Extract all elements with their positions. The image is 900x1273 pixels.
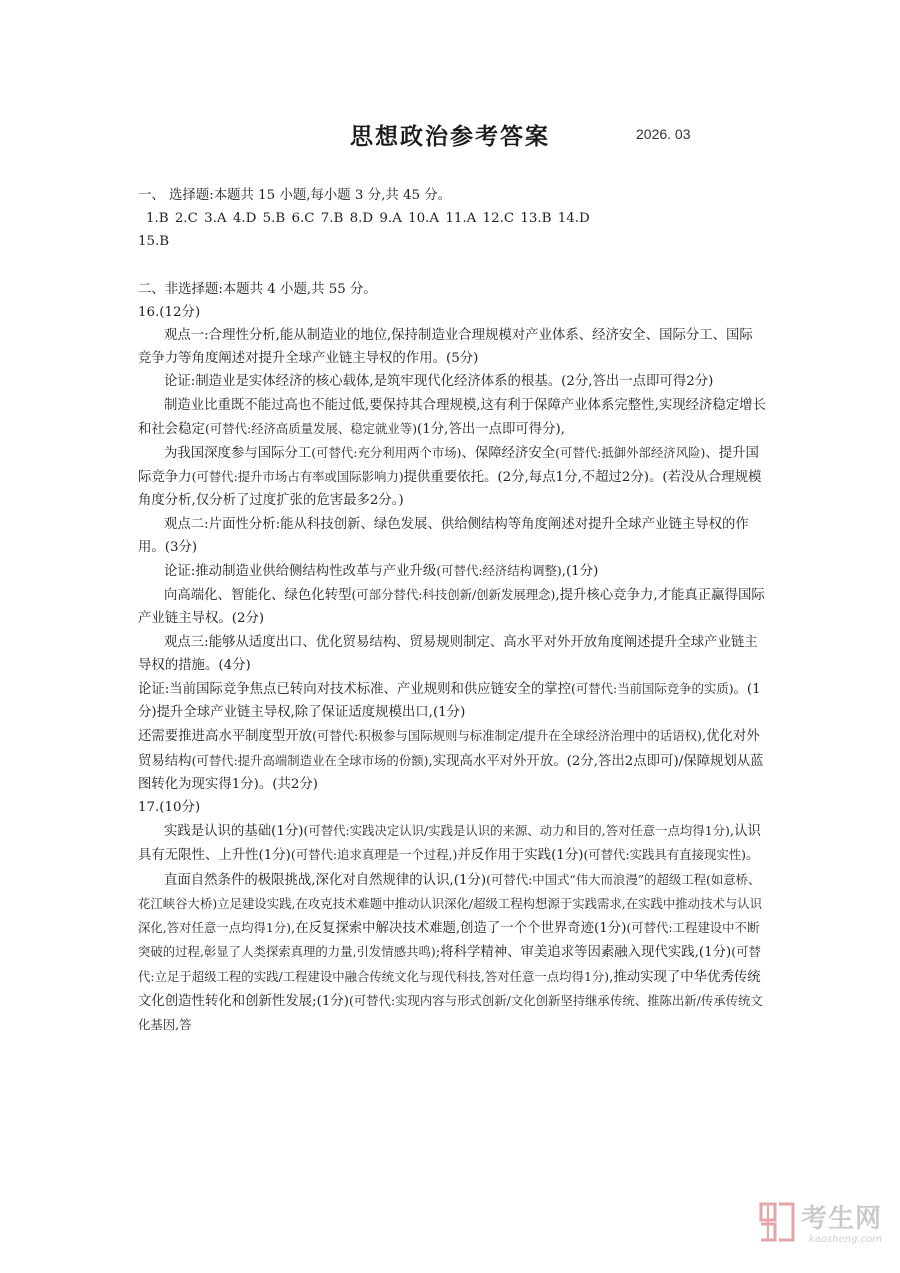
alternative-note: (可替代:当前国际竞争的实质) [571, 681, 734, 697]
alternative-note: (可替代:实现内容与形式创新/文化创新坚持继承传统、推陈出新/传承传统文化基因,答 [138, 992, 763, 1032]
choice-answers-line2: 15.B [138, 234, 170, 250]
q16-viewpoint-2: 观点二:片面性分析:能从科技创新、绿色发展、供给侧结构等角度阐述对提升全球产业链主导权的作用。(3分) [138, 516, 749, 555]
text-segment: 实践是认识的基础(1分) [164, 824, 304, 840]
alternative-note: (可替代:经济结构调整) [436, 563, 562, 579]
section2-heading: 二、非选择题:本题共 4 小题,共 55 分。 [138, 281, 377, 297]
watermark-text: 考生网 [801, 1204, 883, 1234]
text-segment: 直面自然条件的极限挑战,深化对自然规律的认识,(1分) [164, 872, 487, 888]
text-segment: 制造业比重既不能过高也不能过低,要保持其合理规模,这有利于保障产业体系完整性,实现经济稳定增长和社会稳定 [138, 397, 766, 437]
text-segment: ,实现高水平对外开放。(2分,答出2点即可)/保障规划从蓝图转化为现实得1分)。(共2分) [138, 753, 764, 792]
page-title: 思想政治参考答案 [350, 123, 550, 150]
text-segment: ,提升核心竞争力,才能真正赢得国际产业链主导权。(2分) [138, 588, 765, 627]
alternative-note: (可替代:提升市场占有率或国际影响力) [191, 469, 404, 485]
choice-answers-line1: 1.B 2.C 3.A 4.D 5.B 6.C 7.B 8.D 9.A 10.A 11.A 12.C 13.B 14.D [146, 211, 590, 227]
site-watermark [757, 1196, 885, 1256]
alternative-note: (可替代:立足于超级工程的实践/工程建设中融合传统文化与现代科技,答对任意一点均得1分) [138, 944, 761, 984]
answer-content [138, 184, 766, 1037]
exam-date: 2026. 03 [636, 126, 691, 142]
q16-paragraph-4 [138, 441, 766, 513]
alternative-note: (可替代:工程建设中不断突破的过程,彰显了人类探索真理的力量,引发情感共鸣) [138, 920, 760, 960]
question-16-label: 16.(12分) [138, 304, 201, 320]
section1-heading: 一、 选择题:本题共 15 小题,每小题 3 分,共 45 分。 [138, 188, 452, 203]
watermark-url: kaosheng.com [809, 1234, 882, 1245]
q17-paragraph-2 [138, 868, 766, 1037]
q16-paragraph-10 [138, 724, 766, 796]
text-segment: ;将科学精神、审美追求等因素融入现代实践,(1分) [435, 945, 732, 961]
alternative-note: (可替代:实践具有直接现实性) [583, 847, 746, 863]
text-segment: 为我国深度参与国际分工 [164, 446, 312, 462]
q16-paragraph-3 [138, 394, 766, 441]
text-segment: 、提升国际竞争力 [138, 446, 759, 486]
text-segment: ,优化对外贸易结构 [138, 729, 760, 769]
alternative-note: (可替代:经济高质量发展、稳定就业等) [204, 420, 418, 436]
text-segment: 还需要推进高水平制度型开放 [138, 729, 313, 745]
text-segment: (1分,答出一点即可得分), [417, 421, 566, 437]
text-segment: 论证:推动制造业供给侧结构性改革与产业升级 [164, 564, 437, 580]
alternative-note: (可替代:积极参与国际规则与标准制定/提升在全球经济治理中的话语权) [312, 728, 702, 744]
text-segment: ,在反复探索中解决技术难题,创造了一个个世界奇迹(1分) [290, 921, 627, 937]
text-segment: 提供重要依托。(2分,每点1分,不超过2分)。(若没从合理规模角度分析,仅分析了过度扩张的危害最多2分。) [138, 470, 762, 509]
q16-viewpoint-3: 观点三:能够从适度出口、优化贸易结构、贸易规则制定、高水平对外开放角度阐述提升全球产业链主导权的措施。(4分) [138, 634, 758, 673]
text-segment: 。(1分)提升全球产业链主导权,除了保证适度规模出口,(1分) [138, 682, 761, 721]
text-segment: 。 [745, 848, 760, 864]
q16-argument-3 [138, 677, 766, 724]
text-segment: ,认识具有无限性、上升性(1分) [138, 824, 761, 864]
text-segment: ,(1分) [561, 564, 599, 580]
text-segment: ,推动实现了中华优秀传统文化创造性转化和创新性发展;(1分) [138, 969, 761, 1009]
q16-paragraph-7 [138, 583, 766, 630]
text-segment: 向高端化、智能化、绿色化转型 [164, 588, 352, 604]
alternative-note: (可替代:实践决定认识/实践是认识的来源、动力和目的,答对任意一点均得1分) [303, 823, 730, 839]
question-17-label: 17.(10分) [138, 800, 201, 816]
text-segment: 论证:当前国际竞争焦点已转向对技术标准、产业规则和供应链安全的掌控 [138, 682, 572, 698]
q16-argument-2 [138, 559, 766, 583]
alternative-note: (可替代:充分利用两个市场) [311, 445, 462, 461]
watermark-logo-icon [757, 1200, 797, 1244]
q16-viewpoint-1: 观点一:合理性分析,能从制造业的地位,保持制造业合理规模对产业体系、经济安全、国际分工、国际竞争力等角度阐述对提升全球产业链主导权的作用。(5分) [138, 328, 753, 367]
q16-argument-1: 论证:制造业是实体经济的核心载体,是筑牢现代化经济体系的根基。(2分,答出一点即可得2分) [164, 374, 714, 390]
q17-paragraph-1 [138, 819, 766, 867]
spacer [138, 254, 766, 278]
text-segment: 、保障经济安全 [461, 446, 556, 462]
text-segment: 并反作用于实践(1分) [457, 848, 584, 864]
alternative-note: (可替代:中国式“伟大而浪漫”的超级工程(如意桥、花江峡谷大桥)立足建设实践,在攻克技术难题中推动认识深化/超级工程构想源于实践需求,在实践中推动技术与认识深化,答对任意一点均得1分) [138, 871, 763, 936]
alternative-note: (可部分替代:科技创新/创新发展理念) [351, 587, 556, 603]
alternative-note: (可替代:追求真理是一个过程,) [290, 847, 458, 863]
alternative-note: (可替代:提升高端制造业在全球市场的份额) [191, 752, 429, 768]
alternative-note: (可替代:抵御外部经济风险) [555, 445, 706, 461]
